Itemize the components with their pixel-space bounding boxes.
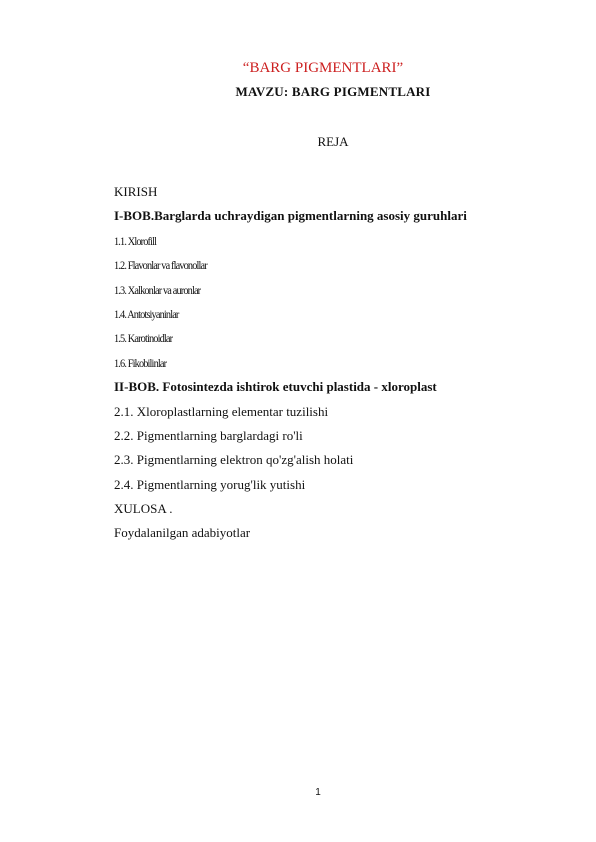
toc-item-label: 1.1. Xlorofill (114, 233, 157, 248)
toc-item-references (114, 521, 574, 545)
toc-item-label: I-BOB.Barglarda uchraydigan pigmentlarning asosiy guruhlari (114, 208, 467, 224)
toc-item-1-6 (114, 351, 574, 375)
toc-item-label: Foydalanilgan adabiyotlar (114, 525, 251, 541)
toc-item-1-4 (114, 302, 574, 326)
document-subtitle: MAVZU: BARG PIGMENTLARI (235, 84, 431, 99)
toc-item-1-2 (114, 253, 574, 277)
toc-item-label: XULOSA . (114, 501, 173, 517)
toc-item-label: 2.1. Xloroplastlarning elementar tuzilishi (114, 403, 329, 419)
toc-item-label: 1.2. Flavonlar va flavonollar (114, 258, 207, 273)
toc-chapter-1 (114, 204, 574, 228)
toc-item-label: 1.5. Karotinoidlar (114, 331, 173, 346)
toc-item-1-1 (114, 229, 574, 253)
toc-item-xulosa (114, 497, 574, 521)
document-title: “BARG PIGMENTLARI” (242, 60, 404, 76)
toc-item-1-5 (114, 326, 574, 350)
toc-item-label: 1.4. Antotsiyaninlar (114, 306, 179, 321)
plan-heading: REJA (317, 134, 349, 149)
toc-item-label: 1.6. Fikobilinlar (114, 355, 167, 370)
toc-item-label: KIRISH (114, 184, 158, 199)
toc-item-kirish (114, 180, 574, 204)
toc-item-label: 2.2. Pigmentlarning barglardagi ro'li (114, 427, 303, 443)
page-number: 1 (315, 787, 321, 798)
toc-item-label: 2.3. Pigmentlarning elektron qo'zg'alish holati (114, 452, 354, 468)
toc-item-label: 1.3. Xalkonlar va auronlar (114, 282, 201, 297)
toc-item-1-3 (114, 278, 574, 302)
toc-item-2-4 (114, 473, 574, 497)
toc-chapter-2 (114, 375, 574, 399)
toc-item-label: II-BOB. Fotosintezda ishtirok etuvchi plastida - xloroplast (114, 379, 437, 395)
toc-item-2-3 (114, 448, 574, 472)
table-of-contents (114, 180, 574, 546)
toc-item-label: 2.4. Pigmentlarning yorug'lik yutishi (114, 476, 306, 492)
toc-item-2-2 (114, 424, 574, 448)
toc-item-2-1 (114, 400, 574, 424)
